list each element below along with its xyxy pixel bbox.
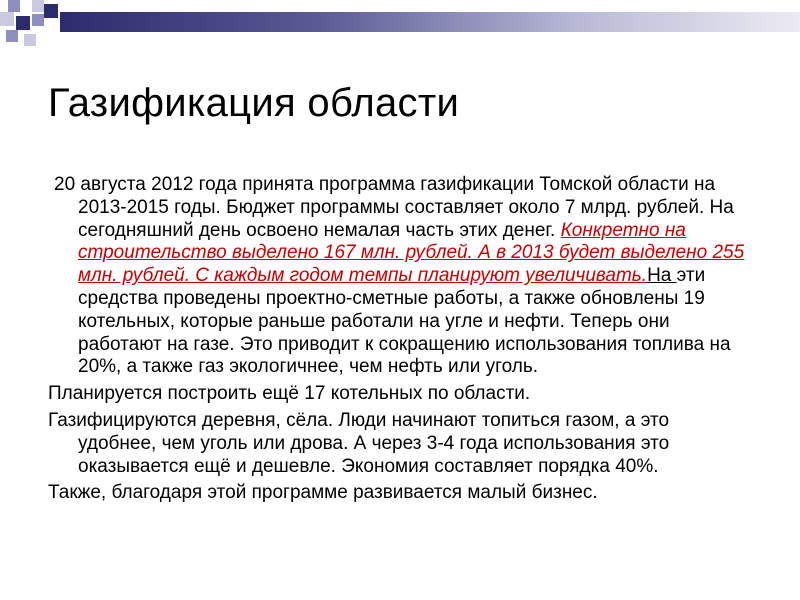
decor-square — [6, 30, 18, 42]
decor-square — [44, 4, 58, 18]
budget-link[interactable]: Конкретно на строительство выделено 167 млн. рублей. А в 2013 будет выделено 255 млн. рублей. С каждым годом темпы планируют увеличивать. — [78, 219, 745, 287]
paragraph-2: Планируется построить ещё 17 котельных по области. — [48, 383, 531, 405]
decor-square — [16, 16, 30, 30]
paragraph-1-text-after: эти средства проведены проектно-сметные работы, а также обновлены 19 котельных, которые раньше работали на угле и нефти. Теперь они работают на газе. Это приводит к сокращению использования топлива на 20%, а также газ экологичнее, чем нефть или уголь. — [78, 265, 731, 378]
paragraph-4: Также, благодаря этой программе развивается малый бизнес. — [48, 482, 598, 504]
decor-square — [20, 0, 32, 12]
underlined-text: На — [647, 265, 677, 287]
decor-square — [0, 12, 14, 26]
decor-square — [32, 14, 44, 26]
decor-square — [24, 34, 36, 46]
decor-square — [32, 0, 44, 12]
decorative-header — [0, 0, 800, 60]
paragraph-1-text: 20 августа 2012 года принята программа газификации Томской области на 2013-2015 годы. Бюджет программы составляет около 7 млрд. рублей. На сегодняшний день освоено немалая часть этих денег. — [54, 174, 734, 241]
paragraph-1 — [48, 174, 748, 379]
decor-gradient-bar — [60, 12, 800, 32]
paragraph-3: Газифицируются деревня, сёла. Люди начинают топиться газом, а это удобнее, чем уголь или дрова. А через 3-4 года использования это оказывается ещё и дешевле. Экономия составляет порядка 40%. — [48, 409, 670, 477]
slide-title: Газификация области — [48, 81, 460, 125]
slide-body — [48, 174, 748, 509]
decor-square — [8, 0, 20, 12]
